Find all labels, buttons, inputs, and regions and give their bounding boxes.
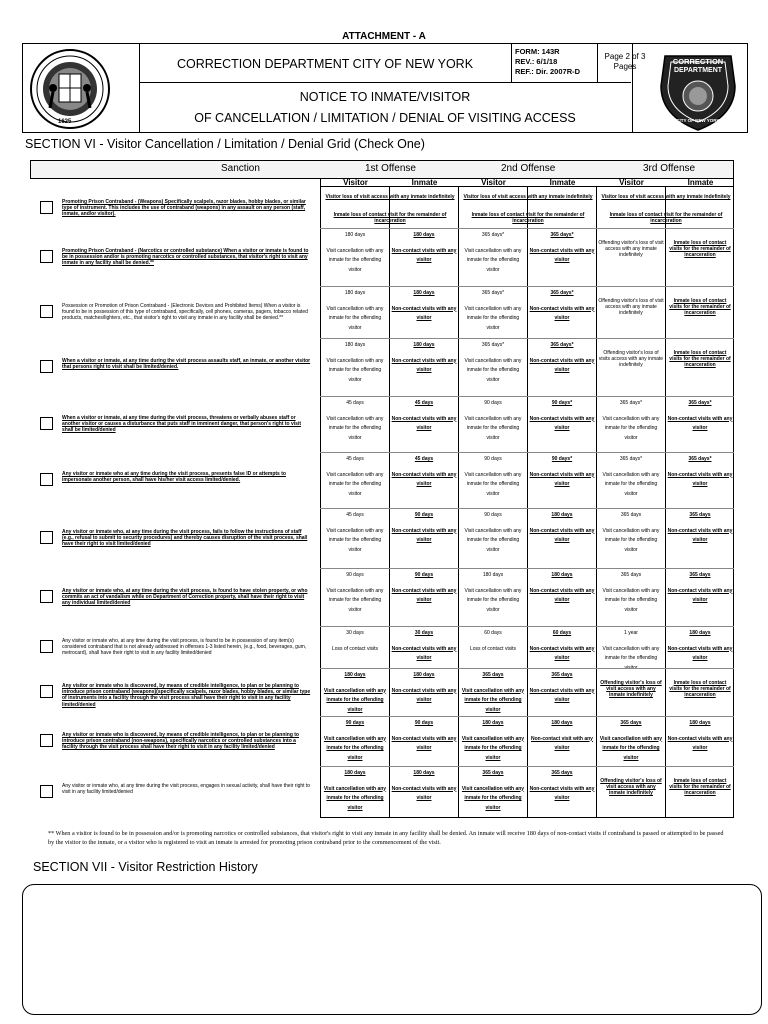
badge-text-bottom: CITY OF NEW YORK <box>676 118 720 123</box>
penalty-cell <box>667 399 733 434</box>
page-count: Pages <box>613 62 637 71</box>
grid-col-divider <box>665 186 666 818</box>
sanction-text: Any visitor or inmate who at any time during the visit process, presents false ID or attempts to impersonate another person, shall have his/her visit access limited/denied. <box>62 471 286 484</box>
seal-year: 1625 <box>58 119 72 125</box>
section6-title: SECTION VI - Visitor Cancellation / Limitation / Denial Grid (Check One) <box>25 137 425 151</box>
penalty-duration: 180 days <box>344 290 366 296</box>
penalty-description: Visit cancellation with any inmate for the offending visitor <box>464 357 522 383</box>
penalty-description: Inmate loss of contact visits for the remainder of incarceration <box>669 680 731 698</box>
section7-title: SECTION VII - Visitor Restriction History <box>33 860 258 874</box>
penalty-description: Loss of contact visits <box>469 645 517 652</box>
penalty-description: Offending visitor's loss of visit access with any inmate indefinitely <box>600 778 662 796</box>
sub-inmate: Inmate <box>687 178 714 187</box>
penalty-duration: 45 days <box>346 456 364 462</box>
penalty-cell <box>529 769 595 804</box>
grid-row-divider <box>320 508 734 509</box>
grid-row-divider <box>320 568 734 569</box>
grid-row-divider <box>320 396 734 397</box>
penalty-duration: 365 days* <box>481 290 505 296</box>
penalty-cell <box>391 769 457 804</box>
penalty-cell <box>460 399 526 443</box>
penalty-cell <box>529 399 595 434</box>
penalty-description: Visit cancellation with any inmate for the offending visitor <box>461 785 525 811</box>
city-seal-icon <box>29 48 111 130</box>
penalty-duration: 180 days <box>344 672 366 678</box>
grid-row-divider <box>320 716 734 717</box>
penalty-description: Non-contact visits with any visitor <box>529 357 595 373</box>
penalty-cell <box>529 719 595 754</box>
penalty-duration: 90 days <box>346 572 364 578</box>
penalty-duration: 365 days* <box>550 342 574 348</box>
penalty-duration: 180 days <box>413 770 435 776</box>
penalty-description: Loss of contact visits <box>331 645 379 652</box>
penalty-duration: 90 days <box>414 572 434 578</box>
penalty-description: Non-contact visits with any visitor <box>391 415 457 431</box>
penalty-description: Offending visitor's loss of visit access with any inmate indefinitely <box>598 240 664 258</box>
penalty-description: Non-contact visits with any visitor <box>529 247 595 263</box>
penalty-duration: 365 days* <box>481 232 505 238</box>
penalty-duration: 365 days* <box>688 456 712 462</box>
penalty-description: Non-contact visits with any visitor <box>667 471 733 487</box>
penalty-cell <box>667 629 733 664</box>
sanction-wide-cell: Visitor loss of visit access with any inmate indefinitely <box>325 194 455 200</box>
penalty-cell <box>667 298 733 316</box>
sanction-text: Promoting Prison Contraband - (Narcotics or controlled substance) When a visitor or inmate is found to be in possession and/or is promoting narcotics or controlled substances, that visitor's right to visit any inmate in any facility shall be denied.** <box>62 248 309 267</box>
penalty-duration: 45 days <box>346 400 364 406</box>
page-number: Page 2 of 3 <box>604 52 646 61</box>
grid-header <box>30 160 734 179</box>
header-divider <box>139 82 631 83</box>
penalty-cell <box>598 455 664 499</box>
penalty-cell <box>598 240 664 258</box>
penalty-cell <box>322 769 388 813</box>
sanction-checkbox[interactable] <box>40 785 53 798</box>
penalty-cell <box>391 231 457 266</box>
penalty-description: Visit cancellation with any inmate for the offending visitor <box>326 471 384 497</box>
form-revision: REV.: 6/1/18 <box>515 57 558 66</box>
sanction-checkbox[interactable] <box>40 417 53 430</box>
penalty-description: Non-contact visits with any visitor <box>391 357 457 373</box>
penalty-description: Non-contact visits with any visitor <box>529 645 595 661</box>
penalty-description: Visit cancellation with any inmate for the offending visitor <box>464 471 522 497</box>
form-reference: REF.: Dir. 2007R-D <box>515 67 581 76</box>
header-divider <box>632 44 633 132</box>
penalty-duration: 365 days <box>551 770 573 776</box>
sub-inmate: Inmate <box>411 178 438 187</box>
penalty-duration: 180 days <box>689 630 711 636</box>
penalty-description: Visit cancellation with any inmate for the offending visitor <box>323 785 387 811</box>
penalty-cell <box>460 511 526 555</box>
penalty-description: Non-contact visits with any visitor <box>529 785 595 801</box>
penalty-description: Visit cancellation with any inmate for the offending visitor <box>464 305 522 331</box>
penalty-duration: 180 days <box>413 672 435 678</box>
penalty-cell <box>322 719 388 763</box>
penalty-duration: 180 days <box>482 572 504 578</box>
penalty-duration: 365 days* <box>619 400 643 406</box>
penalty-cell <box>598 680 664 698</box>
penalty-description: Visit cancellation with any inmate for the offending visitor <box>602 415 660 441</box>
penalty-duration: 60 days <box>484 630 502 636</box>
penalty-description: Visit cancellation with any inmate for the offending visitor <box>326 305 384 331</box>
penalty-duration: 180 days <box>689 720 711 726</box>
sanction-wide-cell: Visitor loss of visit access with any inmate indefinitely <box>463 194 593 200</box>
penalty-description: Visit cancellation with any inmate for the offending visitor <box>464 527 522 553</box>
grid-row-divider <box>320 626 734 627</box>
penalty-cell <box>391 289 457 324</box>
badge-text-top: CORRECTION <box>672 57 724 66</box>
sanction-text: Any visitor or inmate who is discovered, by means of credible intelligence, to plan or be planning to introduce prison contraband (non-weapons), specifically narcotics or controlled substances into a facility through the visit process shall have their right to visit in any facility limited/denied <box>62 732 299 751</box>
penalty-cell <box>460 231 526 275</box>
penalty-duration: 30 days <box>414 630 434 636</box>
penalty-duration: 180 days <box>413 290 435 296</box>
penalty-cell <box>667 571 733 606</box>
penalty-description: Non-contact visits with any visitor <box>529 415 595 431</box>
sanction-checkbox[interactable] <box>40 590 53 603</box>
penalty-cell <box>460 629 526 654</box>
penalty-description: Visit cancellation with any inmate for the offending visitor <box>602 645 660 671</box>
penalty-duration: 90 days* <box>551 456 573 462</box>
penalty-cell <box>460 289 526 333</box>
grid-row-divider <box>320 228 734 229</box>
penalty-duration: 90 days <box>484 512 502 518</box>
penalty-duration: 180 days <box>413 232 435 238</box>
penalty-description: Visit cancellation with any inmate for the offending visitor <box>323 687 387 713</box>
penalty-cell <box>391 511 457 546</box>
penalty-description: Non-contact visits with any visitor <box>667 527 733 543</box>
form-header <box>22 43 748 133</box>
penalty-duration: 180 days <box>344 770 366 776</box>
penalty-cell <box>460 769 526 813</box>
sanction-text: Promoting Prison Contraband - (Weapons) Specifically scalpels, razor blades, hobby blades, or similar type of instrument. This includes the use of contraband (weapons) in any assault on any person (staff, inmate, and/or visitor). <box>62 199 306 218</box>
penalty-description: Offending visitor's loss of visit access with any inmate indefinitely <box>600 680 662 698</box>
dept-title: CORRECTION DEPARTMENT CITY OF NEW YORK <box>176 57 474 71</box>
penalty-cell <box>598 399 664 443</box>
penalty-duration: 180 days <box>413 342 435 348</box>
penalty-duration: 365 days <box>551 672 573 678</box>
sanction-text: When a visitor or inmate, at any time during the visit process assaults staff, an inmate, or another visitor that persons right to visit shall be limited/denied. <box>62 358 311 371</box>
penalty-duration: 365 days <box>689 572 711 578</box>
penalty-duration: 60 days <box>552 630 572 636</box>
penalty-cell <box>598 778 664 796</box>
penalty-duration: 365 days <box>689 512 711 518</box>
penalty-description: Non-contact visits with any visitor <box>529 471 595 487</box>
col-1st-offense: 1st Offense <box>365 163 416 174</box>
penalty-description: Non-contact visits with any visitor <box>391 735 457 751</box>
sanction-wide-cell: Inmate loss of contact visit for the remainder of incarceration <box>333 212 447 224</box>
penalty-duration: 180 days <box>482 720 504 726</box>
grid-row-divider <box>320 338 734 339</box>
grid-row-divider <box>320 452 734 453</box>
penalty-cell <box>598 629 664 673</box>
penalty-description: Non-contact visits with any visitor <box>391 785 457 801</box>
penalty-duration: 365 days <box>620 720 642 726</box>
penalty-description: Visit cancellation with any inmate for the offending visitor <box>326 357 384 383</box>
badge-text-mid: DEPARTMENT <box>673 67 723 74</box>
penalty-duration: 45 days <box>414 456 434 462</box>
penalty-cell <box>322 511 388 555</box>
penalty-cell <box>322 341 388 385</box>
penalty-cell <box>598 298 664 316</box>
form-number: FORM: 143R <box>515 47 560 56</box>
penalty-cell <box>667 719 733 754</box>
penalty-cell <box>529 671 595 706</box>
sanction-text: When a visitor or inmate, at any time during the visit process, threatens or verbally abuses staff or another visitor or causes a disturbance that puts staff in imminent danger, that person's right to visit shall be limited/denied <box>62 415 302 434</box>
penalty-cell <box>667 350 733 368</box>
penalty-description: Non-contact visits with any visitor <box>529 587 595 603</box>
sub-inmate: Inmate <box>549 178 576 187</box>
penalty-description: Visit cancellation with any inmate for the offending visitor <box>464 587 522 613</box>
penalty-description: Non-contact visits with any visitor <box>667 415 733 431</box>
penalty-description: Non-contact visits with any visitor <box>391 687 457 703</box>
penalty-cell <box>529 231 595 266</box>
penalty-cell <box>322 455 388 499</box>
sanction-text: Any visitor or inmate who, at any time during the visit process, is found to be in possession of any item(s) considered contraband that is not already addressed in offenses 1-3 listed herein, (e.g., food, beverages, gum, metrocard), shall have their right to visit in any facility limited/denied <box>62 638 307 657</box>
grid-row-divider <box>320 766 734 767</box>
penalty-duration: 180 days <box>551 720 573 726</box>
penalty-description: Offending visitor's loss of visits access with any inmate indefinitely <box>598 350 664 368</box>
penalty-description: Visit cancellation with any inmate for the offending visitor <box>602 527 660 553</box>
penalty-cell <box>529 289 595 324</box>
attachment-label: ATTACHMENT - A <box>342 31 426 42</box>
penalty-description: Non-contact visits with any visitor <box>529 687 595 703</box>
penalty-description: Visit cancellation with any inmate for the offending visitor <box>599 735 663 761</box>
penalty-description: Visit cancellation with any inmate for the offending visitor <box>461 687 525 713</box>
sanction-text: Any visitor or inmate who, at any time during the visit process, is found to have stolen property, or who commits an act of vandalism while on Department of Correction property, shall have their right to visit any individual limited/denied <box>62 588 308 607</box>
page-info <box>598 52 652 72</box>
penalty-description: Visit cancellation with any inmate for the offending visitor <box>326 247 384 273</box>
penalty-duration: 1 year <box>624 630 638 636</box>
penalty-cell <box>529 629 595 664</box>
footnote: ** When a visitor is found to be in possession and/or is promoting narcotics or controlled substances, that visitor's right to visit any inmate in any facility shall be denied. An inmate will receive 180 days of non-contact visits if contraband is passed or attempted to be passed by the visitor to the inmate, or a visitor who is registered to visit an inmate is arrested for promoting prison contraband prior to the commencement of the visit. <box>48 830 724 846</box>
penalty-cell <box>460 455 526 499</box>
penalty-description: Non-contact visits with any visitor <box>391 471 457 487</box>
penalty-duration: 180 days <box>551 572 573 578</box>
sanction-checkbox[interactable] <box>40 685 53 698</box>
penalty-cell <box>322 571 388 615</box>
col-3rd-offense: 3rd Offense <box>643 163 696 174</box>
penalty-cell <box>529 455 595 490</box>
penalty-description: Non-contact visits with any visitor <box>391 645 457 661</box>
penalty-description: Visit cancellation with any inmate for the offending visitor <box>323 735 387 761</box>
sanction-checkbox[interactable] <box>40 305 53 318</box>
penalty-cell <box>667 511 733 546</box>
penalty-description: Non-contact visits with any visitor <box>391 247 457 263</box>
penalty-duration: 90 days <box>484 456 502 462</box>
penalty-duration: 365 days <box>482 672 504 678</box>
restriction-history-box[interactable] <box>22 884 762 1015</box>
penalty-description: Non-contact visits with any visitor <box>667 735 733 751</box>
penalty-cell <box>391 671 457 706</box>
col-2nd-offense: 2nd Offense <box>501 163 556 174</box>
penalty-duration: 365 days <box>620 572 642 578</box>
form-info <box>515 47 599 77</box>
sub-visitor: Visitor <box>343 178 368 187</box>
penalty-cell <box>598 511 664 555</box>
penalty-cell <box>460 719 526 763</box>
penalty-cell <box>460 671 526 715</box>
sanction-checkbox[interactable] <box>40 473 53 486</box>
penalty-description: Visit cancellation with any inmate for the offending visitor <box>326 527 384 553</box>
penalty-cell <box>391 571 457 606</box>
sanction-text: Any visitor or inmate who is discovered, by means of credible intelligence, to plan or be planning to introduce prison contraband (weapons)(specifically scalpels, razor blades, hobby blades, or similar type of instruments into a facility through the visit process shall have their right to visit in any facility limited/denied <box>62 683 311 708</box>
penalty-cell <box>529 571 595 606</box>
penalty-description: Non-contact visits with any visitor <box>529 305 595 321</box>
header-divider <box>511 44 512 82</box>
penalty-duration: 365 days* <box>550 232 574 238</box>
penalty-cell <box>322 231 388 275</box>
sanction-checkbox[interactable] <box>40 531 53 544</box>
sanction-checkbox[interactable] <box>40 734 53 747</box>
penalty-duration: 45 days <box>414 400 434 406</box>
penalty-description: Non-contact visits with any visitor <box>391 527 457 543</box>
sanction-checkbox[interactable] <box>40 250 53 263</box>
grid-col-divider <box>596 186 597 818</box>
penalty-description: Inmate loss of contact visits for the remainder of incarceration <box>669 240 731 258</box>
penalty-cell <box>391 455 457 490</box>
penalty-description: Visit cancellation with any inmate for the offending visitor <box>326 415 384 441</box>
penalty-description: Inmate loss of contact visits for the remainder of incarceration <box>669 778 731 796</box>
sanction-wide-cell: Visitor loss of visit access with any inmate indefinitely <box>601 194 731 200</box>
penalty-description: Visit cancellation with any inmate for the offending visitor <box>602 471 660 497</box>
penalty-cell <box>322 289 388 333</box>
penalty-cell <box>598 571 664 615</box>
penalty-duration: 90 days <box>345 720 365 726</box>
penalty-cell <box>529 341 595 376</box>
penalty-duration: 90 days* <box>551 400 573 406</box>
penalty-cell <box>391 399 457 434</box>
penalty-description: Visit cancellation with any inmate for the offending visitor <box>461 735 525 761</box>
penalty-duration: 30 days <box>346 630 364 636</box>
penalty-duration: 365 days* <box>688 400 712 406</box>
grid-row-divider <box>320 286 734 287</box>
penalty-cell <box>529 511 595 546</box>
penalty-cell <box>667 455 733 490</box>
penalty-description: Non-contact visits with any visitor <box>391 587 457 603</box>
grid-col-divider <box>389 186 390 818</box>
penalty-duration: 180 days <box>551 512 573 518</box>
sub-visitor: Visitor <box>481 178 506 187</box>
penalty-cell <box>322 399 388 443</box>
penalty-description: Non-contact visits with any visitor <box>667 645 733 661</box>
penalty-cell <box>598 350 664 368</box>
sanction-checkbox[interactable] <box>40 360 53 373</box>
sanction-text: Possession or Promotion of Prison Contraband - (Electronic Devices and Prohibited Items) When a visitor is found to be in possession of this type of contraband, specifically, cell phones, cameras, pagers, tobacco related products, matches/lighters, etc., that visitor's right to visit any inmate in any facility shall be denied.** <box>62 303 308 322</box>
penalty-duration: 365 days* <box>619 456 643 462</box>
notice-title-line2: OF CANCELLATION / LIMITATION / DENIAL OF VISITING ACCESS <box>194 111 576 125</box>
sanction-wide-cell: Inmate loss of contact visit for the remainder of incarceration <box>471 212 585 224</box>
penalty-description: Offending visitor's loss of visit access with any inmate indefinitely <box>598 298 664 316</box>
penalty-duration: 90 days <box>414 720 434 726</box>
penalty-duration: 45 days <box>346 512 364 518</box>
grid-col-divider <box>527 186 528 818</box>
penalty-duration: 365 days <box>482 770 504 776</box>
penalty-duration: 180 days <box>344 342 366 348</box>
penalty-description: Inmate loss of contact visits for the remainder of incarceration <box>669 350 731 368</box>
penalty-duration: 90 days <box>414 512 434 518</box>
penalty-description: Visit cancellation with any inmate for the offending visitor <box>326 587 384 613</box>
penalty-cell <box>322 671 388 715</box>
penalty-duration: 365 days <box>620 512 642 518</box>
penalty-description: Visit cancellation with any inmate for the offending visitor <box>602 587 660 613</box>
sanction-wide-cell: Inmate loss of contact visit for the remainder of incarceration <box>609 212 723 224</box>
penalty-cell <box>667 680 733 698</box>
penalty-cell <box>391 719 457 754</box>
grid-col-divider <box>458 186 459 818</box>
penalty-duration: 90 days <box>484 400 502 406</box>
penalty-description: Inmate loss of contact visits for the remainder of incarceration <box>669 298 731 316</box>
col-sanction: Sanction <box>221 163 260 174</box>
penalty-duration: 365 days* <box>481 342 505 348</box>
penalty-description: Visit cancellation with any inmate for the offending visitor <box>464 415 522 441</box>
sanction-text: Any visitor or inmate who, at any time during the visit process, fails to follow the instructions of staff (e.g., refusal to submit to security procedures) and thereby causes disruption of the visit process, shall have their right to visit limited/denied <box>62 529 308 548</box>
penalty-duration: 180 days <box>344 232 366 238</box>
penalty-cell <box>322 629 388 654</box>
penalty-description: Non-contact visits with any visitor <box>667 587 733 603</box>
penalty-cell <box>391 629 457 664</box>
penalty-cell <box>598 719 664 763</box>
sub-visitor: Visitor <box>619 178 644 187</box>
grid-row-divider <box>320 668 734 669</box>
penalty-cell <box>460 341 526 385</box>
penalty-cell <box>667 778 733 796</box>
penalty-cell <box>460 571 526 615</box>
penalty-description: Non-contact visits with any visitor <box>529 527 595 543</box>
sanction-text: Any visitor or inmate who, at any time during the visit process, engages in sexual activity, shall have their right to visit in any facility limited/denied <box>62 783 311 796</box>
sanction-checkbox[interactable] <box>40 640 53 653</box>
notice-title-line1: NOTICE TO INMATE/VISITOR <box>299 90 471 104</box>
penalty-duration: 365 days* <box>550 290 574 296</box>
penalty-description: Non-contact visits with any visitor <box>391 305 457 321</box>
penalty-description: Non-contact visit with any visitor <box>531 735 593 751</box>
penalty-cell <box>391 341 457 376</box>
sanction-checkbox[interactable] <box>40 201 53 214</box>
penalty-cell <box>667 240 733 258</box>
penalty-description: Visit cancellation with any inmate for the offending visitor <box>464 247 522 273</box>
